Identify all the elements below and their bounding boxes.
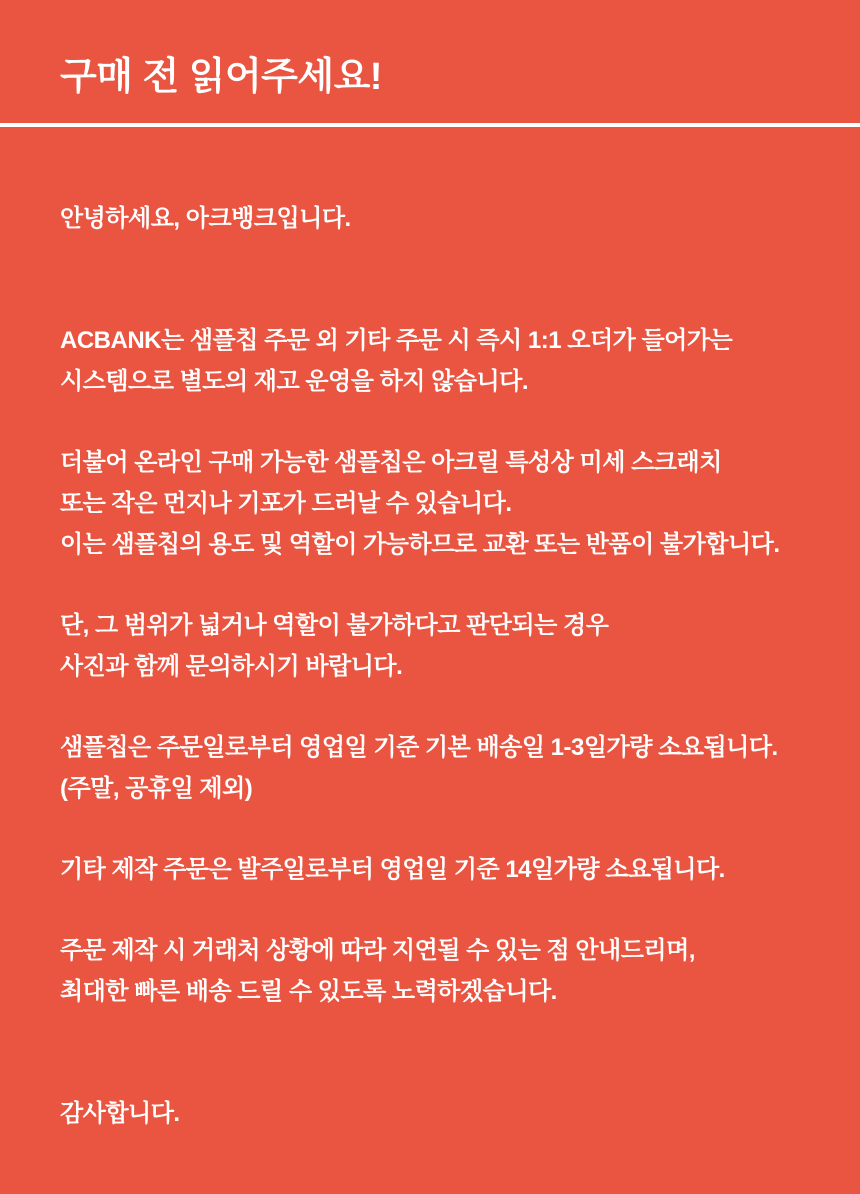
paragraph-order-system (60, 320, 800, 402)
text-line: 기타 제작 주문은 발주일로부터 영업일 기준 14일가량 소요됩니다. (60, 856, 725, 883)
paragraph-inquiry (60, 605, 800, 687)
page-title: 구매 전 읽어주세요! (60, 56, 382, 98)
paragraph-greeting (60, 198, 800, 239)
text-line: 또는 작은 먼지나 기포가 드러날 수 있습니다. (60, 490, 512, 517)
text-line: 시스템으로 별도의 재고 운영을 하지 않습니다. (60, 368, 529, 395)
text-line: 더불어 온라인 구매 가능한 샘플칩은 아크릴 특성상 미세 스크래치 (60, 449, 722, 476)
text-line: 단, 그 범위가 넓거나 역할이 불가하다고 판단되는 경우 (60, 612, 609, 639)
text-line: 사진과 함께 문의하시기 바랍니다. (60, 653, 403, 680)
text-line: 최대한 빠른 배송 드릴 수 있도록 노력하겠습니다. (60, 978, 557, 1005)
notice-body (60, 198, 800, 1134)
text-line: 주문 제작 시 거래처 상황에 따라 지연될 수 있는 점 안내드리며, (60, 937, 695, 964)
paragraph-delay-notice (60, 930, 800, 1012)
paragraph-sample-chip-condition (60, 442, 800, 565)
text-line: 안녕하세요, 아크뱅크입니다. (60, 205, 351, 232)
paragraph-custom-order-leadtime (60, 849, 800, 890)
text-line: ACBANK는 샘플칩 주문 외 기타 주문 시 즉시 1:1 오더가 들어가는 (60, 327, 733, 354)
text-line: 샘플칩은 주문일로부터 영업일 기준 기본 배송일 1-3일가량 소요됩니다. (60, 734, 778, 761)
paragraph-thanks (60, 1093, 800, 1134)
text-line: 감사합니다. (60, 1100, 180, 1127)
text-line: 이는 샘플칩의 용도 및 역할이 가능하므로 교환 또는 반품이 불가합니다. (60, 531, 780, 558)
paragraph-sample-shipping (60, 727, 800, 809)
title-divider (0, 123, 860, 127)
text-line: (주말, 공휴일 제외) (60, 775, 253, 802)
